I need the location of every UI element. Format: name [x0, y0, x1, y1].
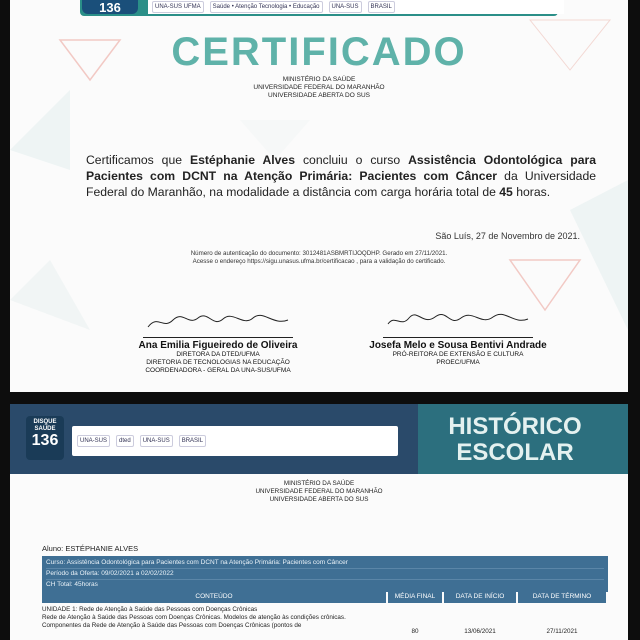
institution-line: UNIVERSIDADE FEDERAL DO MARANHÃO: [253, 84, 385, 91]
signature-scribble: [383, 312, 533, 332]
authentication-info: [10, 250, 628, 266]
signer-name: Josefa Melo e Sousa Bentivi Andrade: [369, 340, 547, 351]
institution-block: [10, 480, 628, 504]
institution-line: UNIVERSIDADE ABERTA DO SUS: [268, 92, 370, 99]
logo: UNA-SUS UFMA: [152, 1, 204, 13]
signer-name: Ana Emilia Figueiredo de Oliveira: [138, 340, 298, 351]
col-header-start: DATA DE INÍCIO: [444, 590, 516, 603]
issue-date: São Luís, 27 de Novembro de 2021.: [435, 231, 580, 241]
institution-block: [10, 76, 628, 100]
grade-cell: 80: [411, 628, 419, 635]
history-header: [10, 404, 628, 474]
table-row: [42, 606, 608, 636]
logo: UNA-SUS: [77, 435, 110, 447]
col-header-grade: MÉDIA FINAL: [388, 590, 442, 603]
course-name: Assistência Odontológica para Pacientes com DCNT na Atenção Primária: Pacientes com Câncer: [86, 153, 597, 183]
signer-role: DIRETORIA DE TECNOLOGIAS NA EDUCAÇÃO: [146, 359, 290, 366]
unit-title: UNIDADE 1: Rede de Atenção à Saúde das Pessoas com Doenças Crônicas: [42, 606, 258, 613]
text-part: da Universidade Federal do Maranhão, na modalidade a distância com carga horária total de: [86, 169, 597, 199]
signature-line: [143, 337, 293, 338]
logo: Saúde • Atenção Tecnologia • Educação: [210, 1, 323, 13]
certificate-title: CERTIFICADO: [171, 30, 467, 74]
unit-description: Rede de Atenção à Saúde das Pessoas com Doenças Crônicas. Modelos de atenção às condições crônicas. Componentes da Rede de Atenção à Saúde das Pessoas com Doenças Crônicas (pontos de: [42, 614, 346, 629]
history-title: [420, 414, 610, 466]
certificate-page: [10, 0, 628, 392]
disque-saude-badge: [26, 416, 64, 460]
institution-line: UNIVERSIDADE FEDERAL DO MARANHÃO: [255, 488, 383, 495]
logo: UNA-SUS: [329, 1, 362, 13]
course-hours: 45: [499, 185, 513, 199]
title-line: ESCOLAR: [456, 439, 574, 466]
signer-role: PROEC/UFMA: [436, 359, 480, 366]
badge-label: DISQUE SAÚDE: [33, 419, 57, 432]
table-header: [42, 590, 608, 603]
course-info-box: [42, 556, 608, 592]
title-line: HISTÓRICO: [448, 413, 582, 440]
history-page: [10, 404, 628, 640]
start-date-cell: 13/06/2021: [464, 628, 496, 635]
course-line: Curso: Assistência Odontológica para Pacientes com DCNT na Atenção Primária: Pacientes com Câncer: [46, 558, 604, 569]
disque-saude-badge: 136: [82, 0, 138, 14]
content-cell: [42, 606, 386, 636]
institution-line: MINISTÉRIO DA SAÚDE: [283, 480, 355, 487]
signer-role: PRÓ-REITORA DE EXTENSÃO E CULTURA: [392, 351, 524, 358]
logo: dted: [116, 435, 134, 447]
text-part: horas.: [512, 185, 551, 199]
signature-block-1: [118, 312, 318, 375]
institution-line: UNIVERSIDADE ABERTA DO SUS: [269, 496, 369, 503]
student-line: Aluno: ESTÉPHANIE ALVES: [42, 544, 139, 553]
col-header-content: CONTEÚDO: [42, 590, 386, 603]
logo: UNA-SUS: [140, 435, 173, 447]
auth-number: Número de autenticação do documento: 3012481ASBMRTIJOQDHP. Gerado em 27/11/2021.: [190, 250, 448, 257]
signer-role: COORDENADORA - GERAL DA UNA-SUS/UFMA: [145, 367, 291, 374]
text-part: concluiu o curso: [295, 153, 409, 167]
logo: BRASIL: [368, 1, 395, 13]
signature-scribble: [143, 312, 293, 332]
certificate-text: [86, 152, 596, 200]
badge-number: 136: [31, 432, 59, 449]
col-header-end: DATA DE TÉRMINO: [518, 590, 606, 603]
partner-logos: [148, 0, 564, 14]
period-line: Período da Oferta: 09/02/2021 a 02/02/2022: [46, 569, 604, 580]
signature-block-2: [358, 312, 558, 367]
student-name: Estéphanie Alves: [189, 153, 295, 167]
institution-line: MINISTÉRIO DA SAÚDE: [282, 76, 356, 83]
signer-role: DIRETORA DA DTED/UFMA: [176, 351, 260, 358]
signature-line: [383, 337, 533, 338]
end-date-cell: 27/11/2021: [546, 628, 578, 635]
text-part: Certificamos que: [86, 153, 190, 167]
partner-logos: [72, 426, 398, 456]
ch-line: CH Total: 45horas: [46, 581, 98, 588]
logo: BRASIL: [179, 435, 206, 447]
auth-url: Acesse o endereço https://sigu.unasus.ufma.br/certificacao , para a validação do certificado.: [192, 258, 446, 265]
